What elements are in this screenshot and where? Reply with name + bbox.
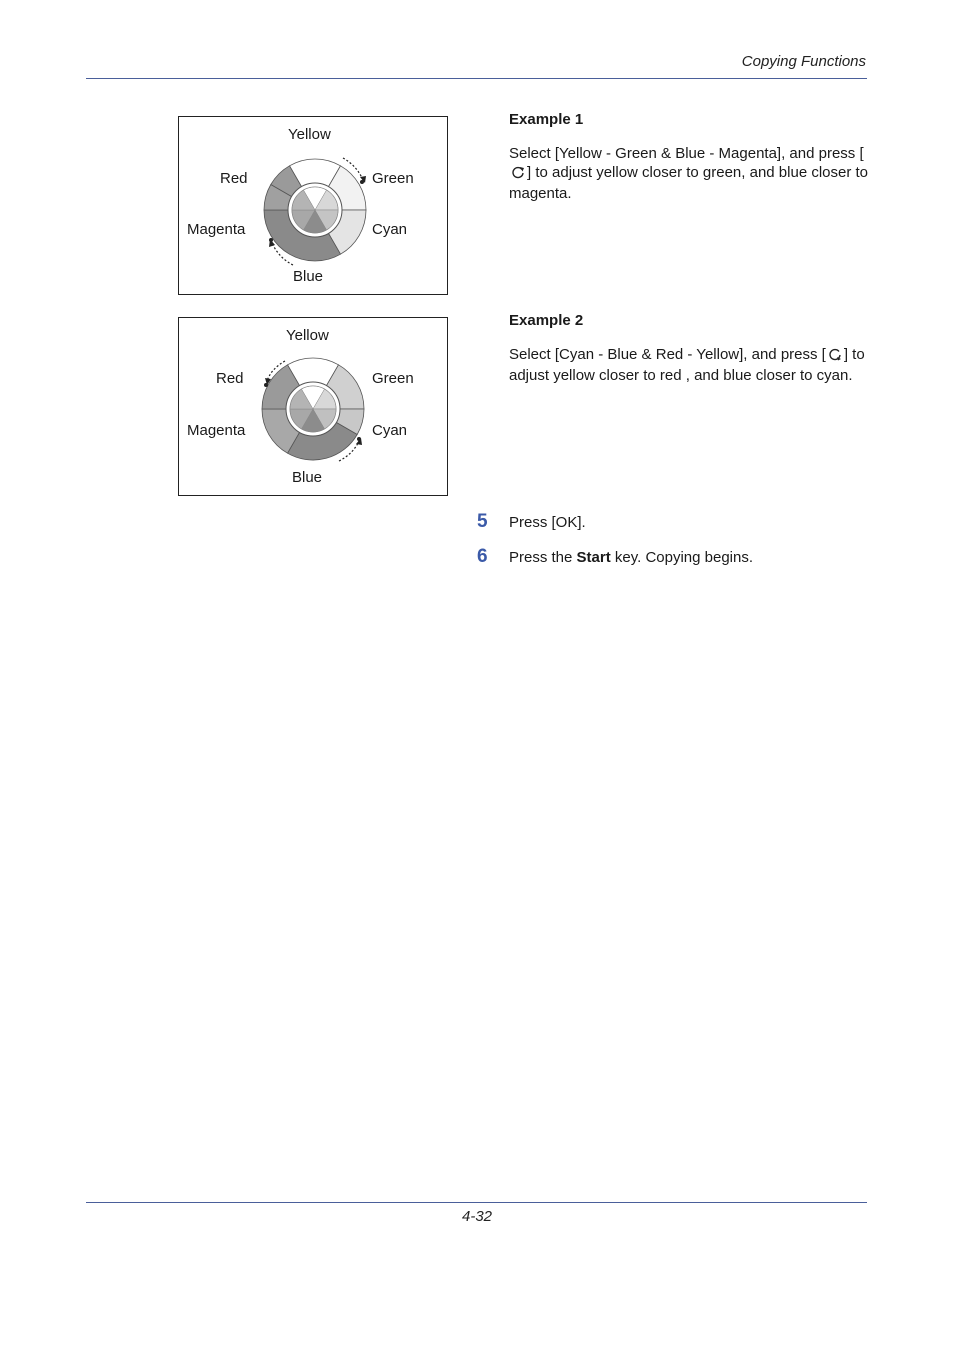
step-number: 5	[477, 511, 488, 532]
section-title: Copying Functions	[741, 53, 866, 70]
step-text: Press the Start key. Copying begins.	[509, 549, 754, 566]
step-text: Press [OK].	[509, 514, 586, 531]
label-magenta: Magenta	[187, 221, 246, 238]
start-key-label: Start	[576, 549, 611, 566]
color-wheel-diagram-2	[178, 317, 448, 496]
label-yellow: Yellow	[286, 327, 329, 344]
footer-rule	[86, 1202, 867, 1203]
page-number: 4-32	[461, 1208, 493, 1225]
example-title: Example 1	[509, 111, 584, 128]
label-red: Red	[216, 370, 244, 387]
label-blue: Blue	[293, 268, 324, 285]
color-wheel-diagram-1	[178, 116, 448, 295]
label-green: Green	[372, 170, 414, 187]
label-yellow: Yellow	[288, 126, 331, 143]
label-blue: Blue	[292, 469, 323, 486]
example-1	[509, 111, 869, 203]
label-green: Green	[372, 370, 414, 387]
label-red: Red	[220, 170, 248, 187]
step-number: 6	[477, 546, 488, 567]
rotate-counterclockwise-icon	[828, 347, 842, 366]
example-title: Example 2	[509, 312, 584, 329]
rotate-clockwise-icon	[511, 165, 525, 184]
header-rule	[86, 78, 867, 79]
example-2	[509, 312, 869, 385]
example-text: Select [Cyan - Blue & Red - Yellow], and press [ ] to adjust yellow closer to red , and blue closer to cyan.	[509, 346, 865, 384]
label-cyan: Cyan	[372, 422, 408, 439]
label-cyan: Cyan	[372, 221, 408, 238]
example-text: Select [Yellow - Green & Blue - Magenta], and press [] to adjust yellow closer to green, and blue closer to magenta.	[509, 145, 869, 202]
label-magenta: Magenta	[187, 422, 246, 439]
